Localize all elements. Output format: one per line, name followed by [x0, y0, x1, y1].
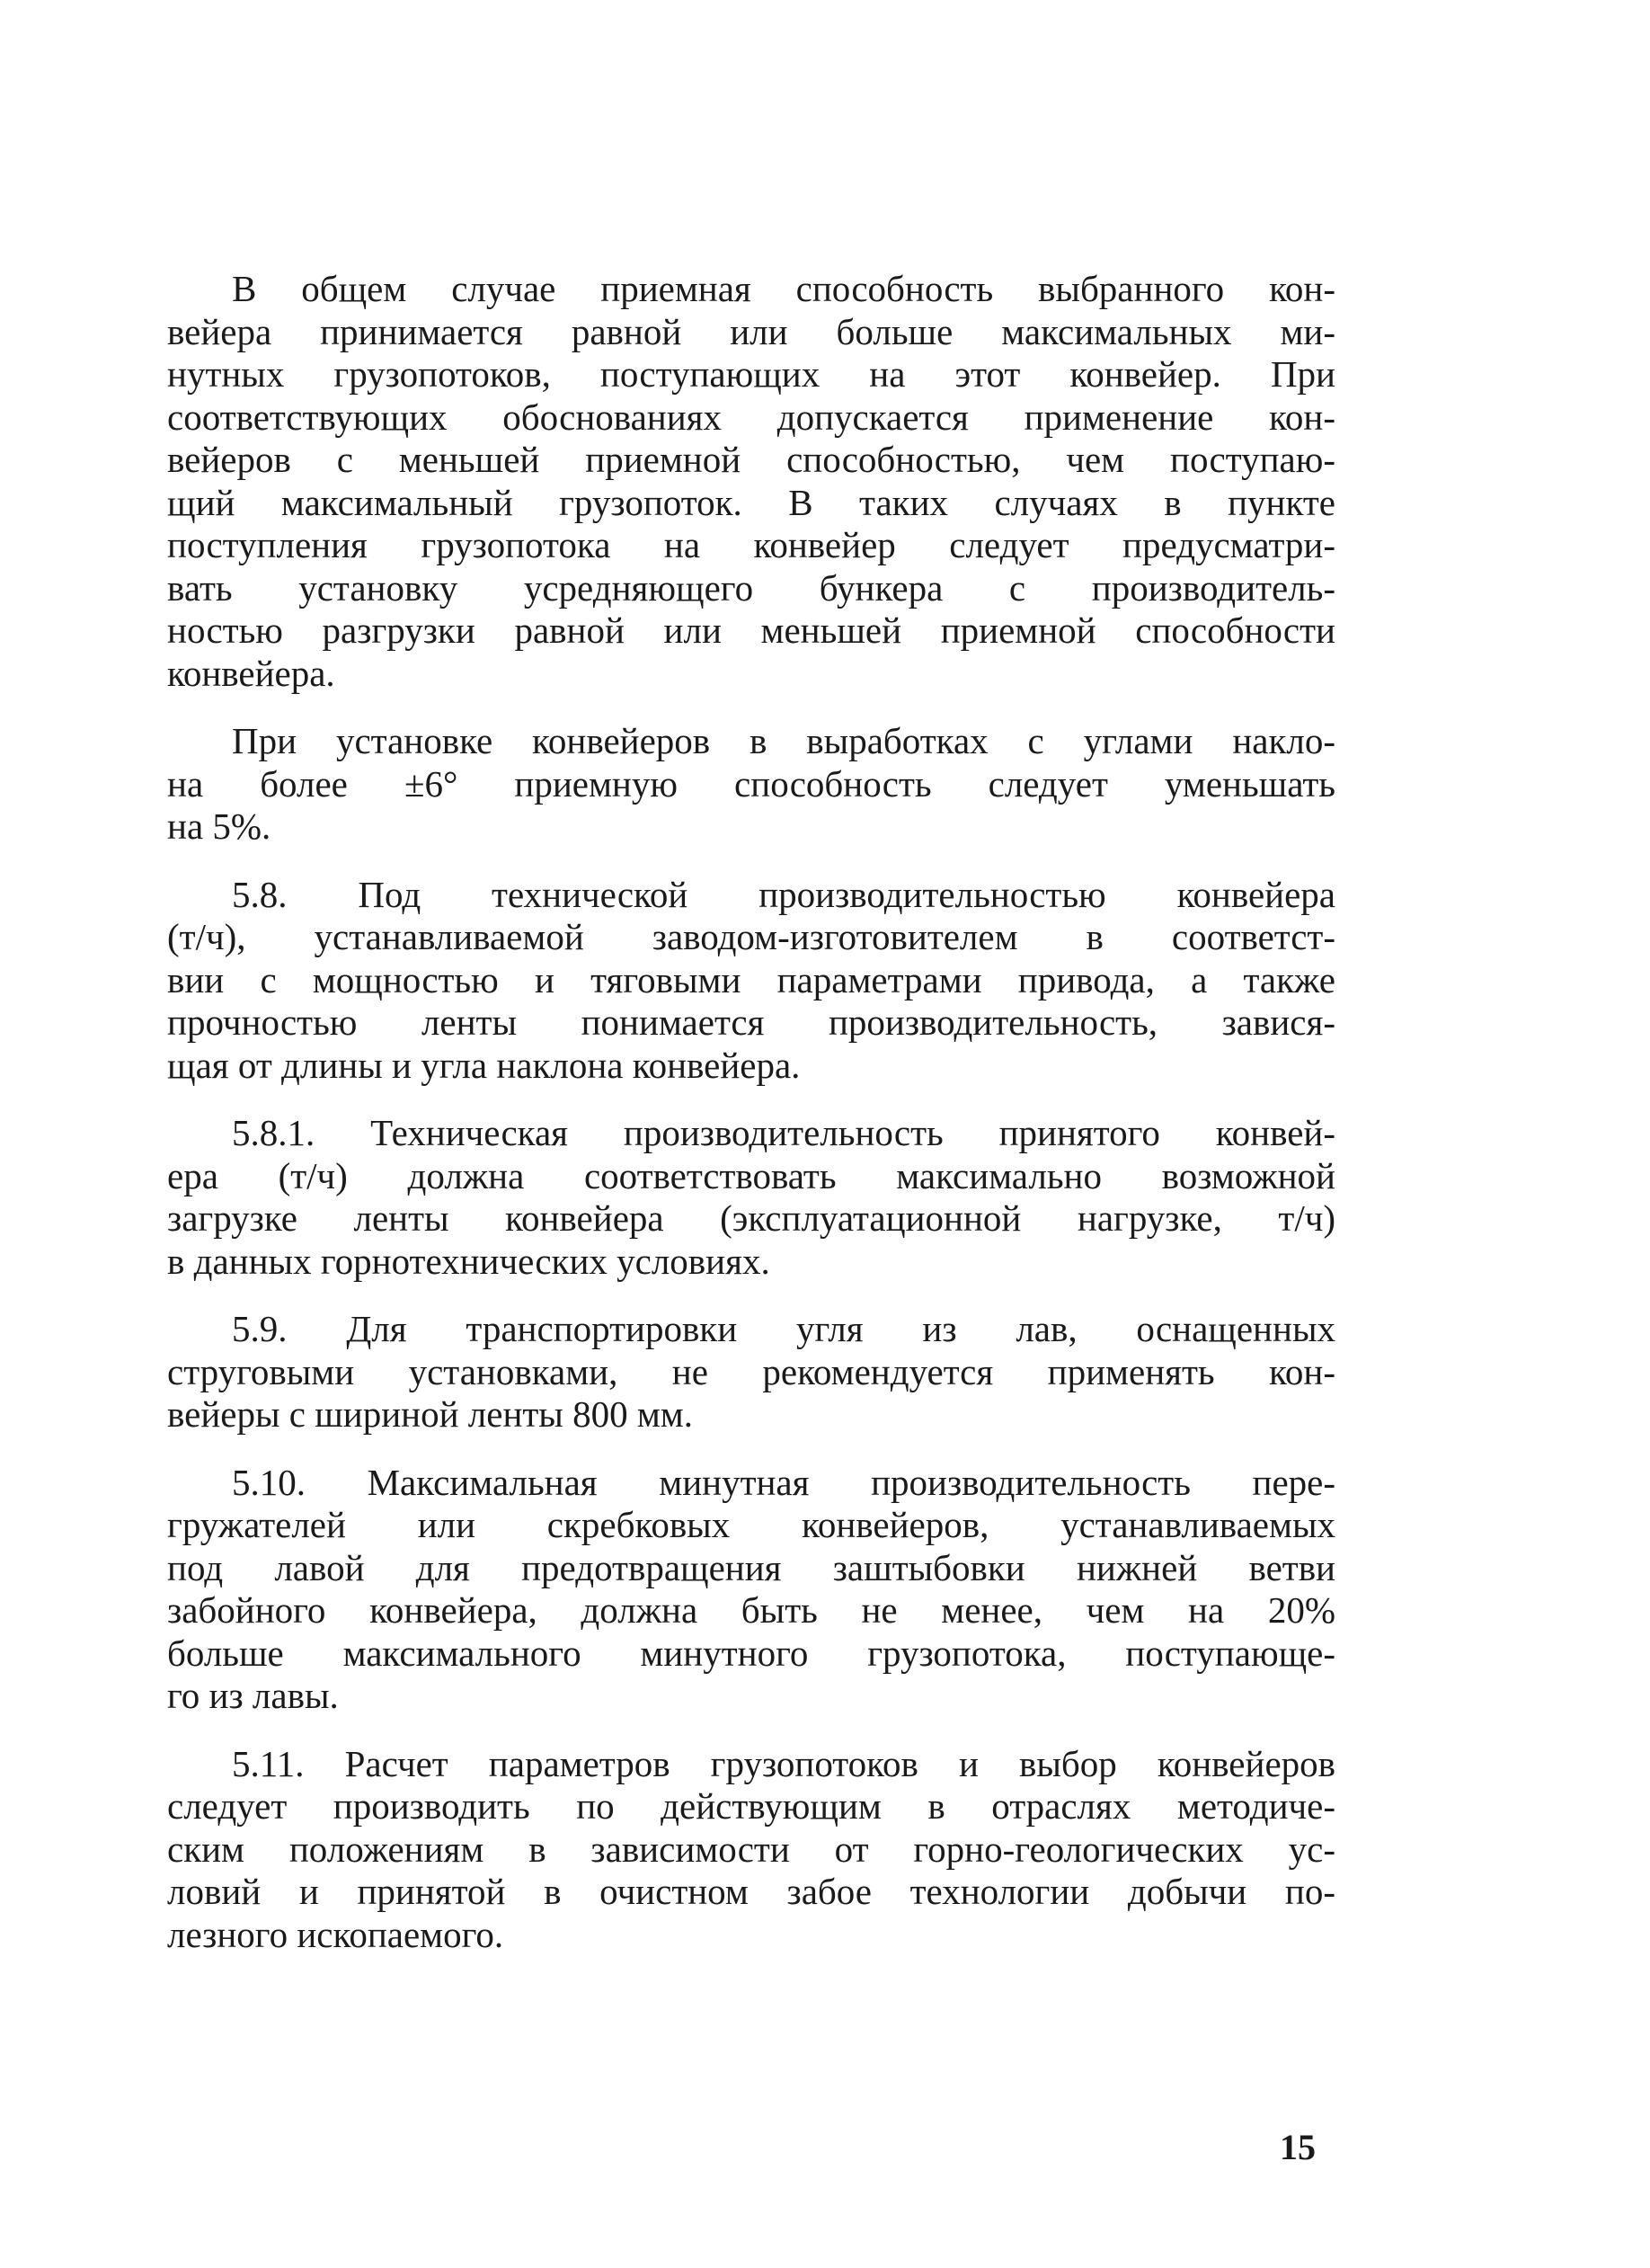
text-line: ловий и принятой в очистном забое технологии добычи по-	[167, 1871, 1335, 1912]
text-line: (т/ч), устанавливаемой заводом-изготовителем в соответст-	[167, 916, 1335, 957]
text-line: соответствующих обоснованиях допускается применение кон-	[167, 396, 1335, 438]
text-line: 5.9. Для транспортировки угля из лав, оснащенных	[232, 1308, 1335, 1349]
text-line: вейеров с меньшей приемной способностью, чем поступаю-	[167, 439, 1335, 480]
paragraph-receiving-capacity	[167, 268, 1335, 695]
text-line: под лавой для предотвращения заштыбовки нижней ветви	[167, 1546, 1335, 1588]
text-line: на более ±6° приемную способность следует уменьшать	[167, 762, 1335, 805]
text-line: вии с мощностью и тяговыми параметрами привода, а также	[167, 958, 1335, 1001]
page-number: 15	[1280, 2127, 1316, 2167]
paragraph-5-10	[167, 1462, 1335, 1718]
paragraph-5-8	[167, 874, 1335, 1088]
text-line: 5.10. Максимальная минутная производительность пере-	[232, 1461, 1335, 1503]
text-line: лезного ископаемого.	[167, 1913, 504, 1955]
text-line: прочностью ленты понимается производительность, завися-	[167, 1001, 1335, 1043]
text-line: в данных горнотехнических условиях.	[167, 1240, 770, 1282]
text-line: загрузке ленты конвейера (эксплуатационной нагрузке, т/ч)	[167, 1197, 1335, 1239]
text-line: больше максимального минутного грузопотока, поступающе-	[167, 1632, 1335, 1674]
text-line: вейеры с шириной ленты 800 мм.	[167, 1393, 693, 1435]
text-line: забойного конвейера, должна быть не менее, чем на 20%	[167, 1589, 1335, 1631]
paragraph-inclined-workings	[167, 720, 1335, 849]
text-line: 5.8.1. Техническая производительность принятого конвей-	[232, 1112, 1335, 1153]
text-line: При установке конвейеров в выработках с углами накло-	[232, 720, 1335, 761]
body-text	[167, 268, 1335, 1981]
text-line: ностью разгрузки равной или меньшей приемной способности	[167, 609, 1335, 651]
text-line: го из лавы.	[167, 1675, 339, 1716]
text-line: на 5%.	[167, 805, 271, 847]
text-line: 5.8. Под технической производительностью конвейера	[232, 873, 1335, 915]
text-line: конвейера.	[167, 652, 335, 694]
text-line: нутных грузопотоков, поступающих на этот конвейер. При	[167, 353, 1335, 395]
text-line: щий максимальный грузопоток. В таких случаях в пункте	[167, 481, 1335, 523]
paragraph-5-8-1	[167, 1112, 1335, 1283]
text-line: следует производить по действующим в отраслях методиче-	[167, 1785, 1335, 1827]
text-line: струговыми установками, не рекомендуется применять кон-	[167, 1350, 1335, 1392]
text-line: В общем случае приемная способность выбранного кон-	[232, 268, 1335, 309]
text-line: 5.11. Расчет параметров грузопотоков и выбор конвейеров	[232, 1742, 1335, 1784]
paragraph-5-11	[167, 1743, 1335, 1957]
text-line: ера (т/ч) должна соответствовать максимально возможной	[167, 1154, 1335, 1196]
text-line: вейера принимается равной или больше максимальных ми-	[167, 310, 1335, 352]
text-line: поступления грузопотока на конвейер следует предусматри-	[167, 524, 1335, 565]
text-line: гружателей или скребковых конвейеров, устанавливаемых	[167, 1504, 1335, 1545]
text-line: ским положениям в зависимости от горно-геологических ус-	[167, 1828, 1335, 1870]
text-line: щая от длины и угла наклона конвейера.	[167, 1044, 801, 1086]
text-line: вать установку усредняющего бункера с производитель-	[167, 566, 1335, 609]
paragraph-5-9	[167, 1308, 1335, 1436]
